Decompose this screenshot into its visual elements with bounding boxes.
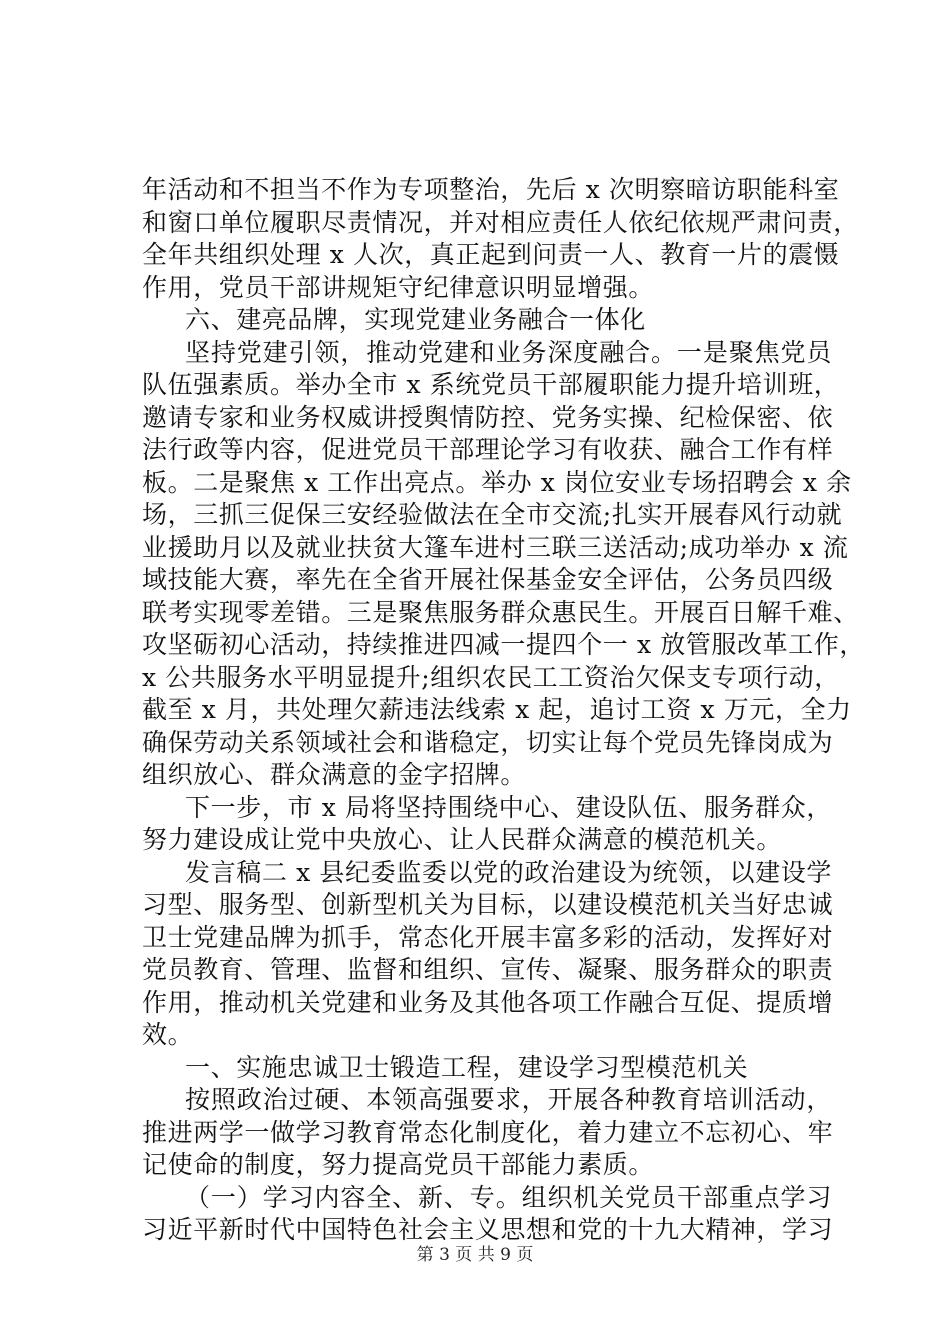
text-line: 卫士党建品牌为抓手，常态化开展丰富多彩的活动，发挥好对 xyxy=(142,922,834,952)
text-line: 联考实现零差错。三是聚焦服务群众惠民生。开展百日解千难、 xyxy=(142,597,859,627)
text-line: 发言稿二 x 县纪委监委以党的政治建设为统领，以建设学 xyxy=(185,857,832,887)
text-line: 确保劳动关系领域社会和谐稳定，切实让每个党员先锋岗成为 xyxy=(142,727,834,757)
text-line: 和窗口单位履职尽责情况，并对相应责任人依纪依规严肃问责， xyxy=(142,207,859,237)
text-line: 习近平新时代中国特色社会主义思想和党的十九大精神，学习 xyxy=(142,1215,834,1244)
text-line: 作用，党员干部讲规矩守纪律意识明显增强。 xyxy=(142,272,655,302)
text-line: 按照政治过硬、本领高强要求，开展各种教育培训活动， xyxy=(185,1085,832,1114)
text-line: 习型、服务型、创新型机关为目标，以建设模范机关当好忠诚 xyxy=(142,890,834,919)
text-line: 截至 x 月，共处理欠薪违法线索 x 起，追讨工资 x 万元，全力 xyxy=(142,695,852,724)
text-line: x 公共服务水平明显提升;组织农民工工资治欠保支专项行动， xyxy=(142,662,840,692)
document-body xyxy=(142,174,865,1247)
section-heading: 一、实施忠诚卫士锻造工程，建设学习型模范机关 xyxy=(185,1052,749,1082)
page-number-footer: 第 3 页 共 9 页 xyxy=(416,1245,534,1265)
text-line: 记使命的制度，努力提高党员干部能力素质。 xyxy=(142,1150,655,1179)
text-line: 业援助月以及就业扶贫大篷车进村三联三送活动;成功举办 x 流 xyxy=(142,532,849,562)
text-line: 效。 xyxy=(142,1020,194,1049)
text-line: 作用，推动机关党建和业务及其他各项工作融合互促、提质增 xyxy=(142,987,834,1017)
text-line: 党员教育、管理、监督和组织、宣传、凝聚、服务群众的职责 xyxy=(142,955,834,984)
text-line: 组织放心、群众满意的金字招牌。 xyxy=(142,760,527,789)
text-line: 努力建设成让党中央放心、让人民群众满意的模范机关。 xyxy=(142,825,783,854)
text-line: 场，三抓三促保三安经验做法在全市交流;扎实开展春风行动就 xyxy=(142,500,843,529)
text-line: 邀请专家和业务权威讲授舆情防控、党务实操、纪检保密、依 xyxy=(142,402,834,432)
text-line: 队伍强素质。举办全市 x 系统党员干部履职能力提升培训班， xyxy=(142,370,840,399)
section-heading: 六、建亮品牌，实现党建业务融合一体化 xyxy=(185,305,646,334)
text-line: 板。二是聚焦 x 工作出亮点。举办 x 岗位安业专场招聘会 x 余 xyxy=(142,467,852,497)
text-line: 推进两学一做学习教育常态化制度化，着力建立不忘初心、牢 xyxy=(142,1117,834,1147)
text-line: 下一步，市 x 局将坚持围绕中心、建设队伍、服务群众， xyxy=(185,792,832,822)
text-line: 全年共组织处理 x 人次，真正起到问责一人、教育一片的震慑 xyxy=(142,240,840,269)
text-line: 域技能大赛，率先在全省开展社保基金安全评估，公务员四级 xyxy=(142,565,834,594)
text-line: 法行政等内容，促进党员干部理论学习有收获、融合工作有样 xyxy=(142,435,834,464)
text-line: 攻坚砺初心活动，持续推进四减一提四个一 x 放管服改革工作， xyxy=(142,630,865,659)
text-line: （一）学习内容全、新、专。组织机关党员干部重点学习 xyxy=(185,1182,832,1212)
text-line: 坚持党建引领，推动党建和业务深度融合。一是聚焦党员 xyxy=(185,337,832,367)
text-line: 年活动和不担当不作为专项整治，先后 x 次明察暗访职能科室 xyxy=(142,175,840,204)
